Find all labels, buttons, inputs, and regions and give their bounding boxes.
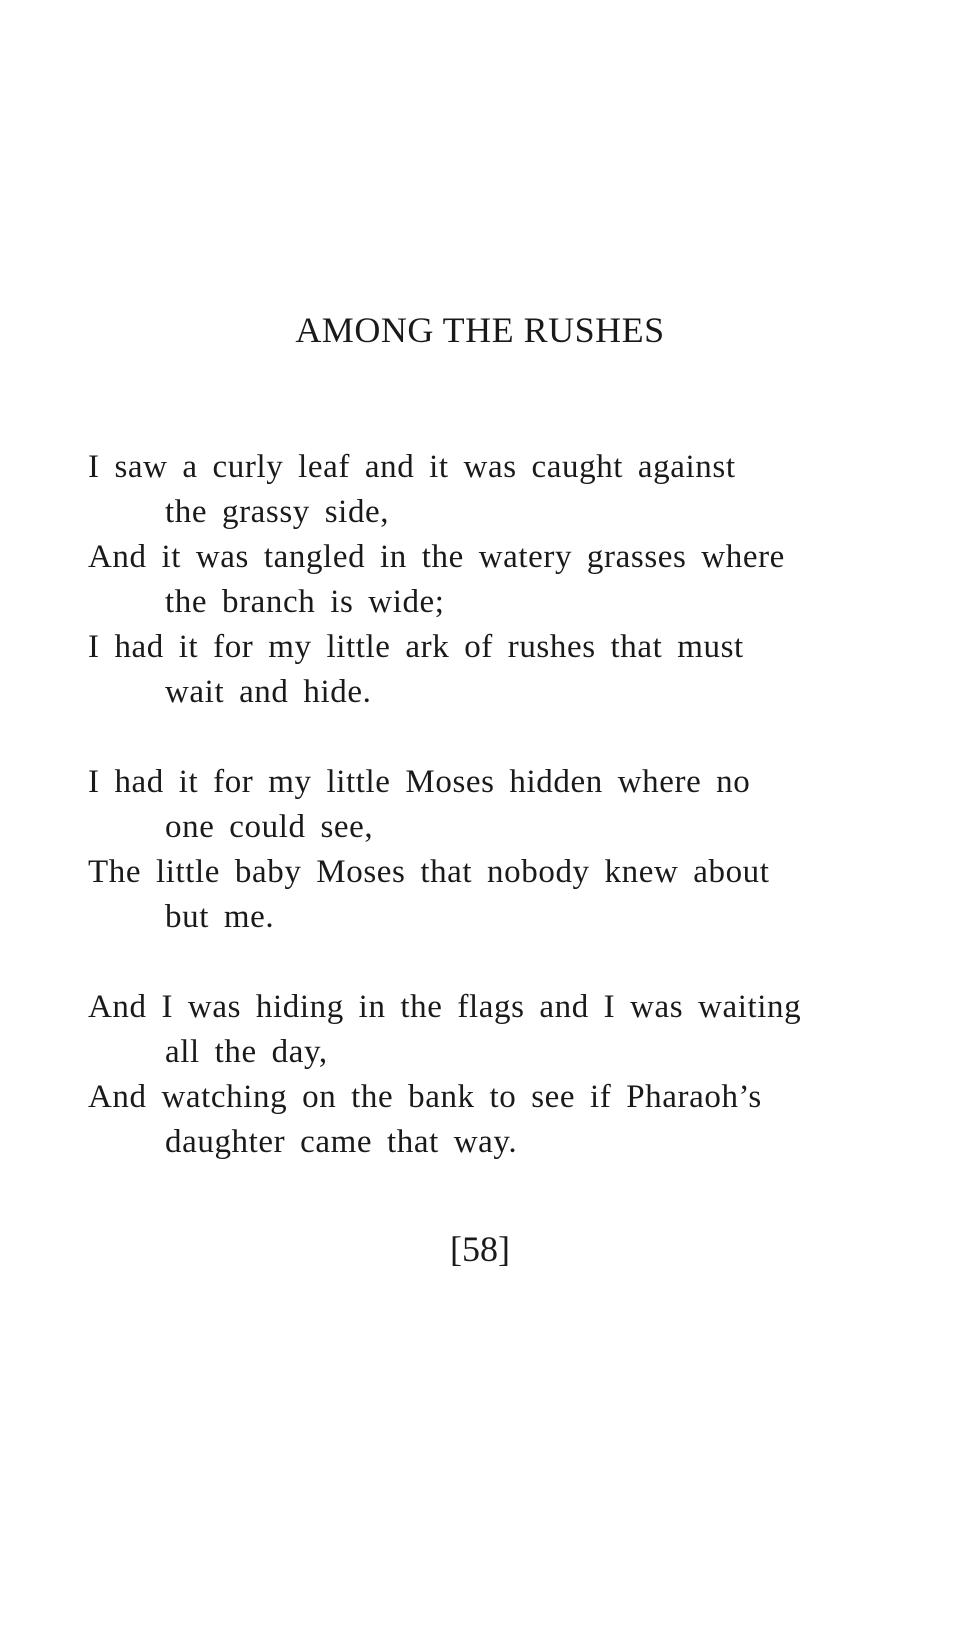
page-number: [58] bbox=[450, 1229, 510, 1269]
poem-line bbox=[88, 760, 888, 850]
line-continuation: all the day, bbox=[165, 1034, 328, 1070]
stanza-1 bbox=[88, 445, 888, 715]
poem-line bbox=[88, 535, 888, 625]
line-text: And it was tangled in the watery grasses where bbox=[88, 539, 785, 575]
poem-line bbox=[88, 1075, 888, 1165]
poem-line bbox=[88, 445, 888, 535]
line-continuation: one could see, bbox=[165, 809, 374, 845]
poem-line bbox=[88, 985, 888, 1075]
line-text: And I was hiding in the flags and I was waiting bbox=[88, 989, 802, 1025]
line-continuation: the branch is wide; bbox=[165, 584, 445, 620]
line-text: I had it for my little Moses hidden where no bbox=[88, 764, 751, 800]
line-continuation: wait and hide. bbox=[165, 674, 372, 710]
poem-body bbox=[88, 445, 888, 1165]
line-text: And watching on the bank to see if Pharaoh’s bbox=[88, 1079, 762, 1115]
stanza-3 bbox=[88, 985, 888, 1165]
line-continuation: but me. bbox=[165, 899, 275, 935]
stanza-2 bbox=[88, 760, 888, 940]
line-text: I saw a curly leaf and it was caught against bbox=[88, 449, 736, 485]
line-text: The little baby Moses that nobody knew about bbox=[88, 854, 770, 890]
line-continuation: the grassy side, bbox=[165, 494, 390, 530]
line-text: I had it for my little ark of rushes that must bbox=[88, 629, 744, 665]
line-continuation: daughter came that way. bbox=[165, 1124, 518, 1160]
poem-line bbox=[88, 625, 888, 715]
poem-title: AMONG THE RUSHES bbox=[295, 310, 665, 350]
poem-line bbox=[88, 850, 888, 940]
